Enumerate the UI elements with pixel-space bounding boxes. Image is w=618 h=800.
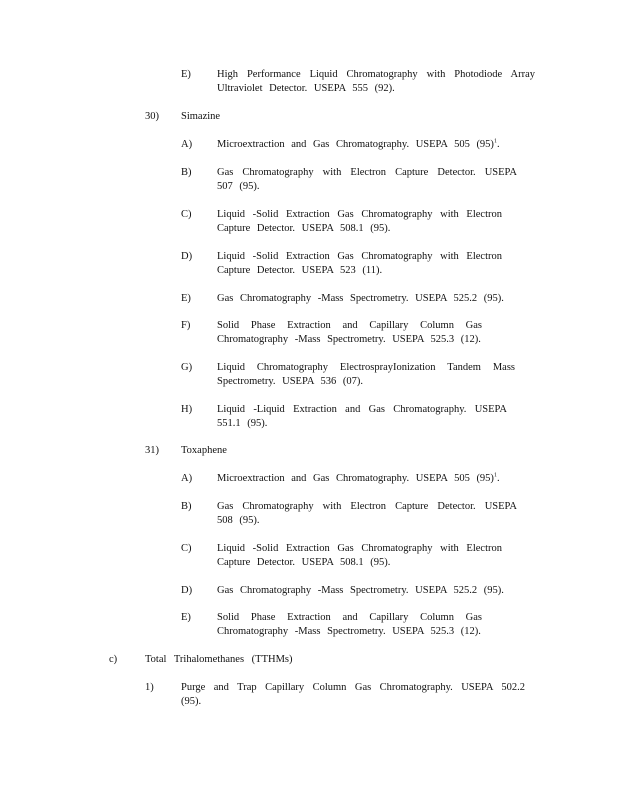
- section-title: Total Trihalomethanes (TTHMs): [145, 654, 293, 665]
- method-label: B): [181, 501, 192, 512]
- method-text: Liquid Chromatography ElectrosprayIonization Tandem Mass Spectrometry. USEPA 536 (07).: [217, 362, 515, 387]
- method-text: Liquid -Liquid Extraction and Gas Chromatography. USEPA 551.1 (95).: [217, 404, 507, 429]
- method-label: E): [181, 293, 191, 304]
- method-text: Solid Phase Extraction and Capillary Column Gas Chromatography -Mass Spectrometry. USEPA 525.3 (12).: [217, 320, 482, 345]
- method-label: A): [181, 473, 193, 484]
- method-label: F): [181, 320, 191, 331]
- section-number: 30): [145, 111, 159, 122]
- footnote-ref: 1: [493, 472, 497, 479]
- method-label: A): [181, 139, 193, 150]
- method-text: Gas Chromatography with Electron Capture Detector. USEPA 508 (95).: [217, 501, 517, 526]
- method-text: Liquid -Solid Extraction Gas Chromatography with Electron Capture Detector. USEPA 508.1 (95).: [217, 209, 502, 234]
- method-label: C): [181, 209, 192, 220]
- method-label: E): [181, 69, 191, 80]
- method-text: Gas Chromatography -Mass Spectrometry. USEPA 525.2 (95).: [217, 585, 504, 596]
- method-text: Gas Chromatography -Mass Spectrometry. USEPA 525.2 (95).: [217, 293, 504, 304]
- method-text: Microextraction and Gas Chromatography. USEPA 505 $(95)^1$.: [217, 138, 500, 150]
- method-text: Gas Chromatography with Electron Capture Detector. USEPA 507 (95).: [217, 167, 517, 192]
- method-text: Liquid -Solid Extraction Gas Chromatography with Electron Capture Detector. USEPA 508.1 (95).: [217, 543, 502, 568]
- method-label: C): [181, 543, 192, 554]
- method-label: D): [181, 251, 193, 262]
- method-text: Purge and Trap Capillary Column Gas Chromatography. USEPA 502.2 (95).: [181, 682, 525, 707]
- method-text: High Performance Liquid Chromatography with Photodiode Array Ultraviolet Detector. USEPA 555 (92).: [217, 69, 535, 94]
- section-title: Simazine: [181, 111, 221, 122]
- method-label: D): [181, 585, 193, 596]
- method-label: 1): [145, 682, 154, 693]
- method-text: Liquid -Solid Extraction Gas Chromatography with Electron Capture Detector. USEPA 523 (11).: [217, 251, 502, 276]
- method-text: Microextraction and Gas Chromatography. USEPA 505 $(95)^1$.: [217, 472, 500, 484]
- section-number: c): [109, 654, 118, 665]
- footnote-ref: 1: [493, 138, 497, 145]
- section-number: 31): [145, 445, 159, 456]
- method-label: H): [181, 404, 193, 415]
- method-label: E): [181, 612, 191, 623]
- method-text: Solid Phase Extraction and Capillary Column Gas Chromatography -Mass Spectrometry. USEPA 525.3 (12).: [217, 612, 482, 637]
- section-title: Toxaphene: [181, 445, 227, 456]
- method-label: B): [181, 167, 192, 178]
- method-label: G): [181, 362, 193, 373]
